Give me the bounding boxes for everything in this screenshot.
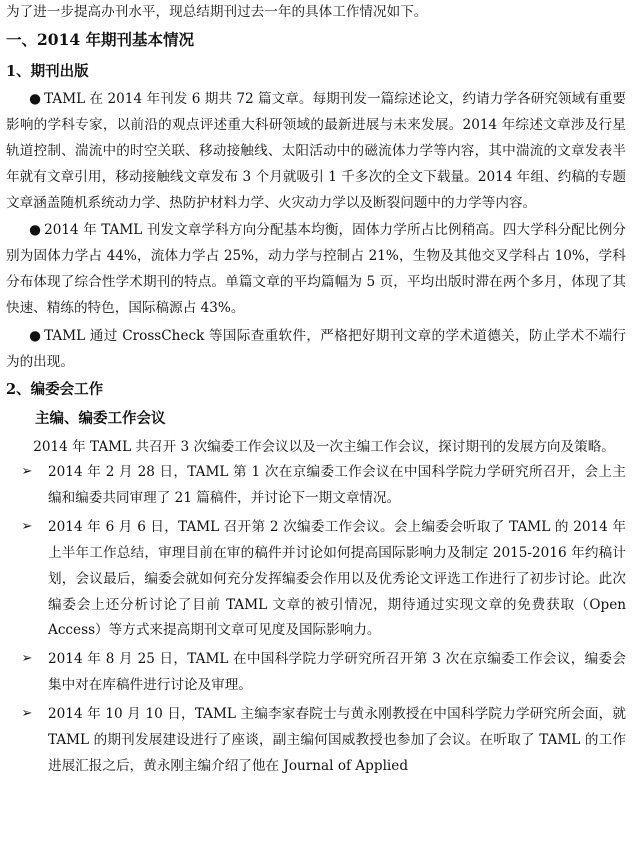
bullet-icon: ●: [29, 222, 41, 239]
subsection-heading-publishing: 1、期刊出版: [6, 62, 89, 80]
bullet-paragraph: ● 2014 年 TAML 刊发文章学科方向分配基本均衡，固体力学所占比例稍高。四大学科分配比例分别为固体力学占 44%，流体力学占 25%，动力学与控制占 21%，生物及其他交叉学科占 10%，学科分布体现了综合性学术期刊的特点。单篇文章的平均篇幅为 5 页，平均出版时滞在两个多月，体现了其快速、精练的特色，国际稿源占 43%。: [6, 218, 626, 321]
arrow-bullet-icon: ➢: [21, 464, 33, 480]
arrow-bullet-icon: ➢: [21, 651, 33, 667]
meeting-list-item: ➢ 2014 年 2 月 28 日，TAML 第 1 次在京编委工作会议在中国科学院力学研究所召开，会上主编和编委共同审理了 21 篇稿件，并讨论下一期文章情况。: [6, 460, 626, 512]
meeting-list-item: ➢ 2014 年 6 月 6 日，TAML 召开第 2 次编委工作会议。会上编委会听取了 TAML 的 2014 年上半年工作总结，审理目前在审的稿件并讨论如何提高国际影响力及制定 2015-2016 年约稿计划，会议最后，编委会就如何充分发挥编委会作用以及优秀论文评选工作进行了初步讨论。此次编委会上还分析讨论了目前 TAML 文章的被引情况，期待通过实现文章的免费获取（Open Access）等方式来提高期刊文章可见度及国际影响力。: [6, 515, 626, 644]
arrow-bullet-icon: ➢: [21, 519, 33, 535]
meetings-paragraph: 2014 年 TAML 共召开 3 次编委工作会议以及一次主编工作会议，探讨期刊的发展方向及策略。: [33, 438, 615, 455]
meeting-list-item: ➢ 2014 年 10 月 10 日，TAML 主编李家春院士与黄永刚教授在中国科学院力学研究所会面，就 TAML 的期刊发展建设进行了座谈，副主编何国威教授也参加了会议。在听取了 TAML 的工作进展汇报之后，黄永刚主编介绍了他在 Journal of Applied: [6, 702, 626, 779]
subsection-heading-editorial: 2、编委会工作: [6, 381, 104, 399]
subsubsection-heading-meetings: 主编、编委工作会议: [35, 410, 166, 428]
bullet-icon: ●: [29, 327, 41, 344]
section-heading: 一、2014 年期刊基本情况: [6, 29, 195, 49]
bullet-icon: ●: [29, 91, 41, 108]
meeting-list-item: ➢ 2014 年 8 月 25 日，TAML 在中国科学院力学研究所召开第 3 次在京编委工作会议，编委会集中对在库稿件进行讨论及审理。: [6, 647, 626, 699]
bullet-paragraph: ● TAML 在 2014 年刊发 6 期共 72 篇文章。每期刊发一篇综述论文，约请力学各研究领域有重要影响的学科专家，以前沿的观点评述重大科研领域的最新进展与未来发展。2014 年综述文章涉及行星轨道控制、湍流中的时空关联、移动接触线、太阳活动中的磁流体力学等内容，其中湍流的文章发表半年就有文章引用，移动接触线文章发布 3 个月就吸引 1 千多次的全文下载量。2014 年组、约稿的专题文章涵盖随机系统动力学、热防护材料力学、火灾动力学以及断裂问题中的力学等内容。: [6, 87, 626, 216]
bullet-paragraph: ● TAML 通过 CrossCheck 等国际查重软件，严格把好期刊文章的学术道德关，防止学术不端行为的出现。: [6, 324, 626, 376]
intro-paragraph: 为了进一步提高办刊水平，现总结期刊过去一年的具体工作情况如下。: [6, 4, 428, 20]
arrow-bullet-icon: ➢: [21, 705, 33, 721]
